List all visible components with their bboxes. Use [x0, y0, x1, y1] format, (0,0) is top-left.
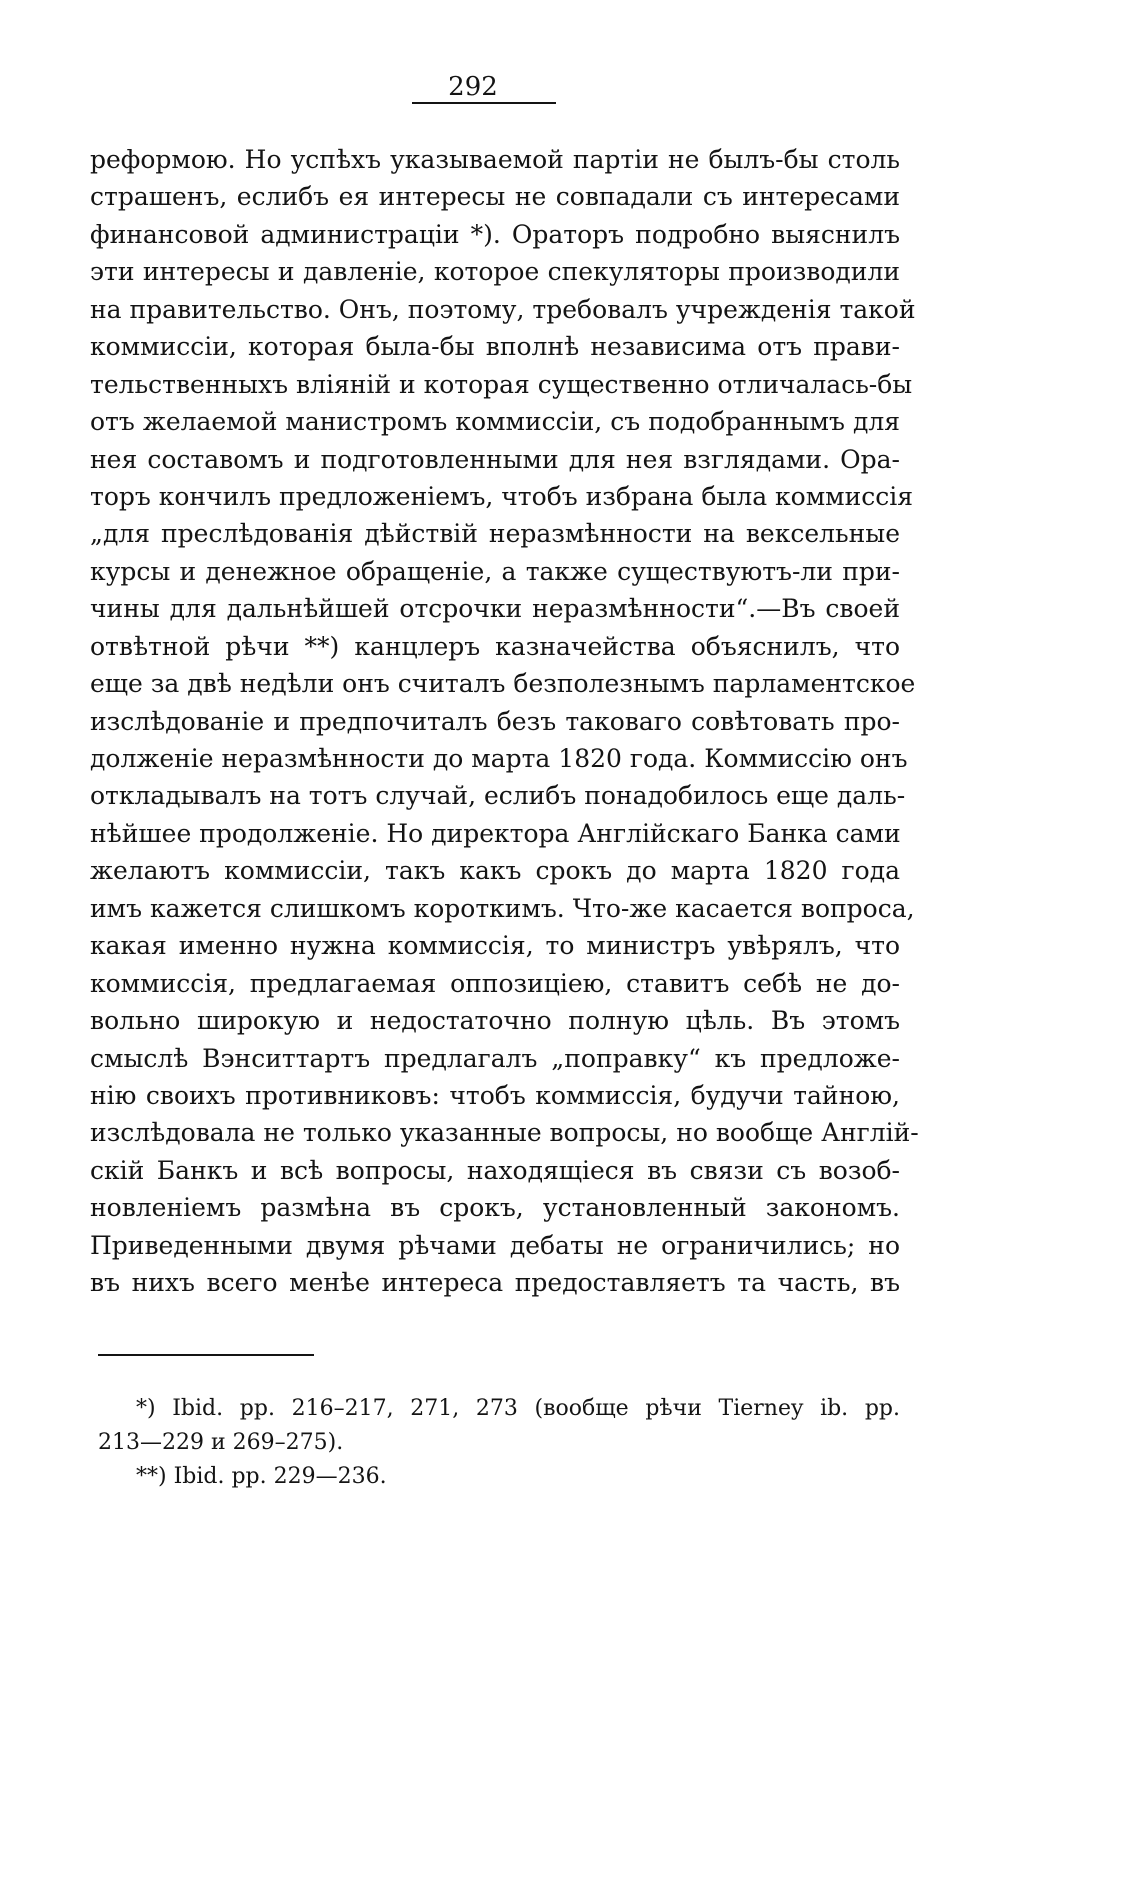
text-line: имъ кажется слишкомъ короткимъ. Что-же касается вопроса,	[90, 893, 915, 923]
text-line: нея составомъ и подготовленными для нея взглядами. Ора-	[90, 444, 900, 474]
footnote-1: *) Ibid. pp. 216–217, 271, 273 (вообще рѣчи Tierney ib. pp.	[136, 1396, 900, 1421]
page-number: 292	[448, 72, 498, 102]
text-line: нію своихъ противниковъ: чтобъ коммиссія, будучи тайною,	[90, 1080, 900, 1110]
footnotes	[98, 1392, 900, 1494]
text-line: новленіемъ размѣна въ срокъ, установленный закономъ.	[90, 1193, 900, 1223]
text-line: нѣйшее продолженіе. Но директора Англійскаго Банка сами	[90, 818, 901, 848]
text-line: смыслѣ Вэнситтартъ предлагалъ „поправку“ къ предложе-	[90, 1043, 900, 1073]
text-line: скій Банкъ и всѣ вопросы, находящіеся въ связи съ возоб-	[90, 1155, 900, 1185]
footnote-2: **) Ibid. pp. 229—236.	[136, 1464, 387, 1489]
text-line: торъ кончилъ предложеніемъ, чтобъ избрана была коммиссія	[90, 481, 914, 511]
text-line: желаютъ коммиссіи, такъ какъ срокъ до марта 1820 года	[90, 856, 900, 886]
text-line: коммиссія, предлагаемая оппозиціею, ставитъ себѣ не до-	[90, 968, 900, 998]
header-rule	[412, 102, 556, 104]
text-line: изслѣдовала не только указанные вопросы, но вообще Англій-	[90, 1118, 919, 1148]
text-line: изслѣдованіе и предпочиталъ безъ таковаго совѣтовать про-	[90, 706, 900, 736]
text-line: чины для дальнѣйшей отсрочки неразмѣнности“.—Въ своей	[90, 594, 900, 624]
text-line: долженіе неразмѣнности до марта 1820 года. Коммиссію онъ	[90, 744, 908, 773]
footnote-rule	[98, 1354, 314, 1356]
text-line: какая именно нужна коммиссія, то министръ увѣрялъ, что	[90, 931, 900, 961]
text-line: страшенъ, еслибъ ея интересы не совпадали съ интересами	[90, 182, 900, 212]
footnote-1-continuation: 213—229 и 269–275).	[98, 1430, 344, 1455]
text-line: коммиссіи, которая была-бы вполнѣ независима отъ прави-	[90, 332, 900, 362]
text-line: эти интересы и давленіе, которое спекуляторы производили	[90, 257, 900, 287]
body-text	[90, 141, 919, 1302]
text-line: откладывалъ на тотъ случай, еслибъ понадобилось еще даль-	[90, 781, 906, 811]
text-line: на правительство. Онъ, поэтому, требовалъ учрежденія такой	[90, 294, 916, 324]
text-line: отвѣтной рѣчи **) канцлеръ казначейства объяснилъ, что	[90, 631, 900, 661]
text-line: реформою. Но успѣхъ указываемой партіи не былъ-бы столь	[90, 145, 900, 174]
text-line: вольно широкую и недостаточно полную цѣль. Въ этомъ	[90, 1006, 900, 1036]
text-line: финансовой администраціи *). Ораторъ подробно выяснилъ	[90, 219, 900, 249]
text-line: Приведенными двумя рѣчами дебаты не ограничились; но	[90, 1230, 900, 1260]
text-line: отъ желаемой манистромъ коммиссіи, съ подобраннымъ для	[90, 407, 900, 437]
text-line: курсы и денежное обращеніе, а также существуютъ-ли при-	[90, 556, 900, 586]
text-line: „для преслѣдованія дѣйствій неразмѣнности на вексельные	[90, 519, 900, 549]
text-line: еще за двѣ недѣли онъ считалъ безполезнымъ парламентское	[90, 669, 916, 699]
text-line: въ нихъ всего менѣе интереса предоставляетъ та часть, въ	[90, 1268, 900, 1298]
text-line: тельственныхъ вліяній и которая существенно отличалась-бы	[90, 369, 913, 399]
